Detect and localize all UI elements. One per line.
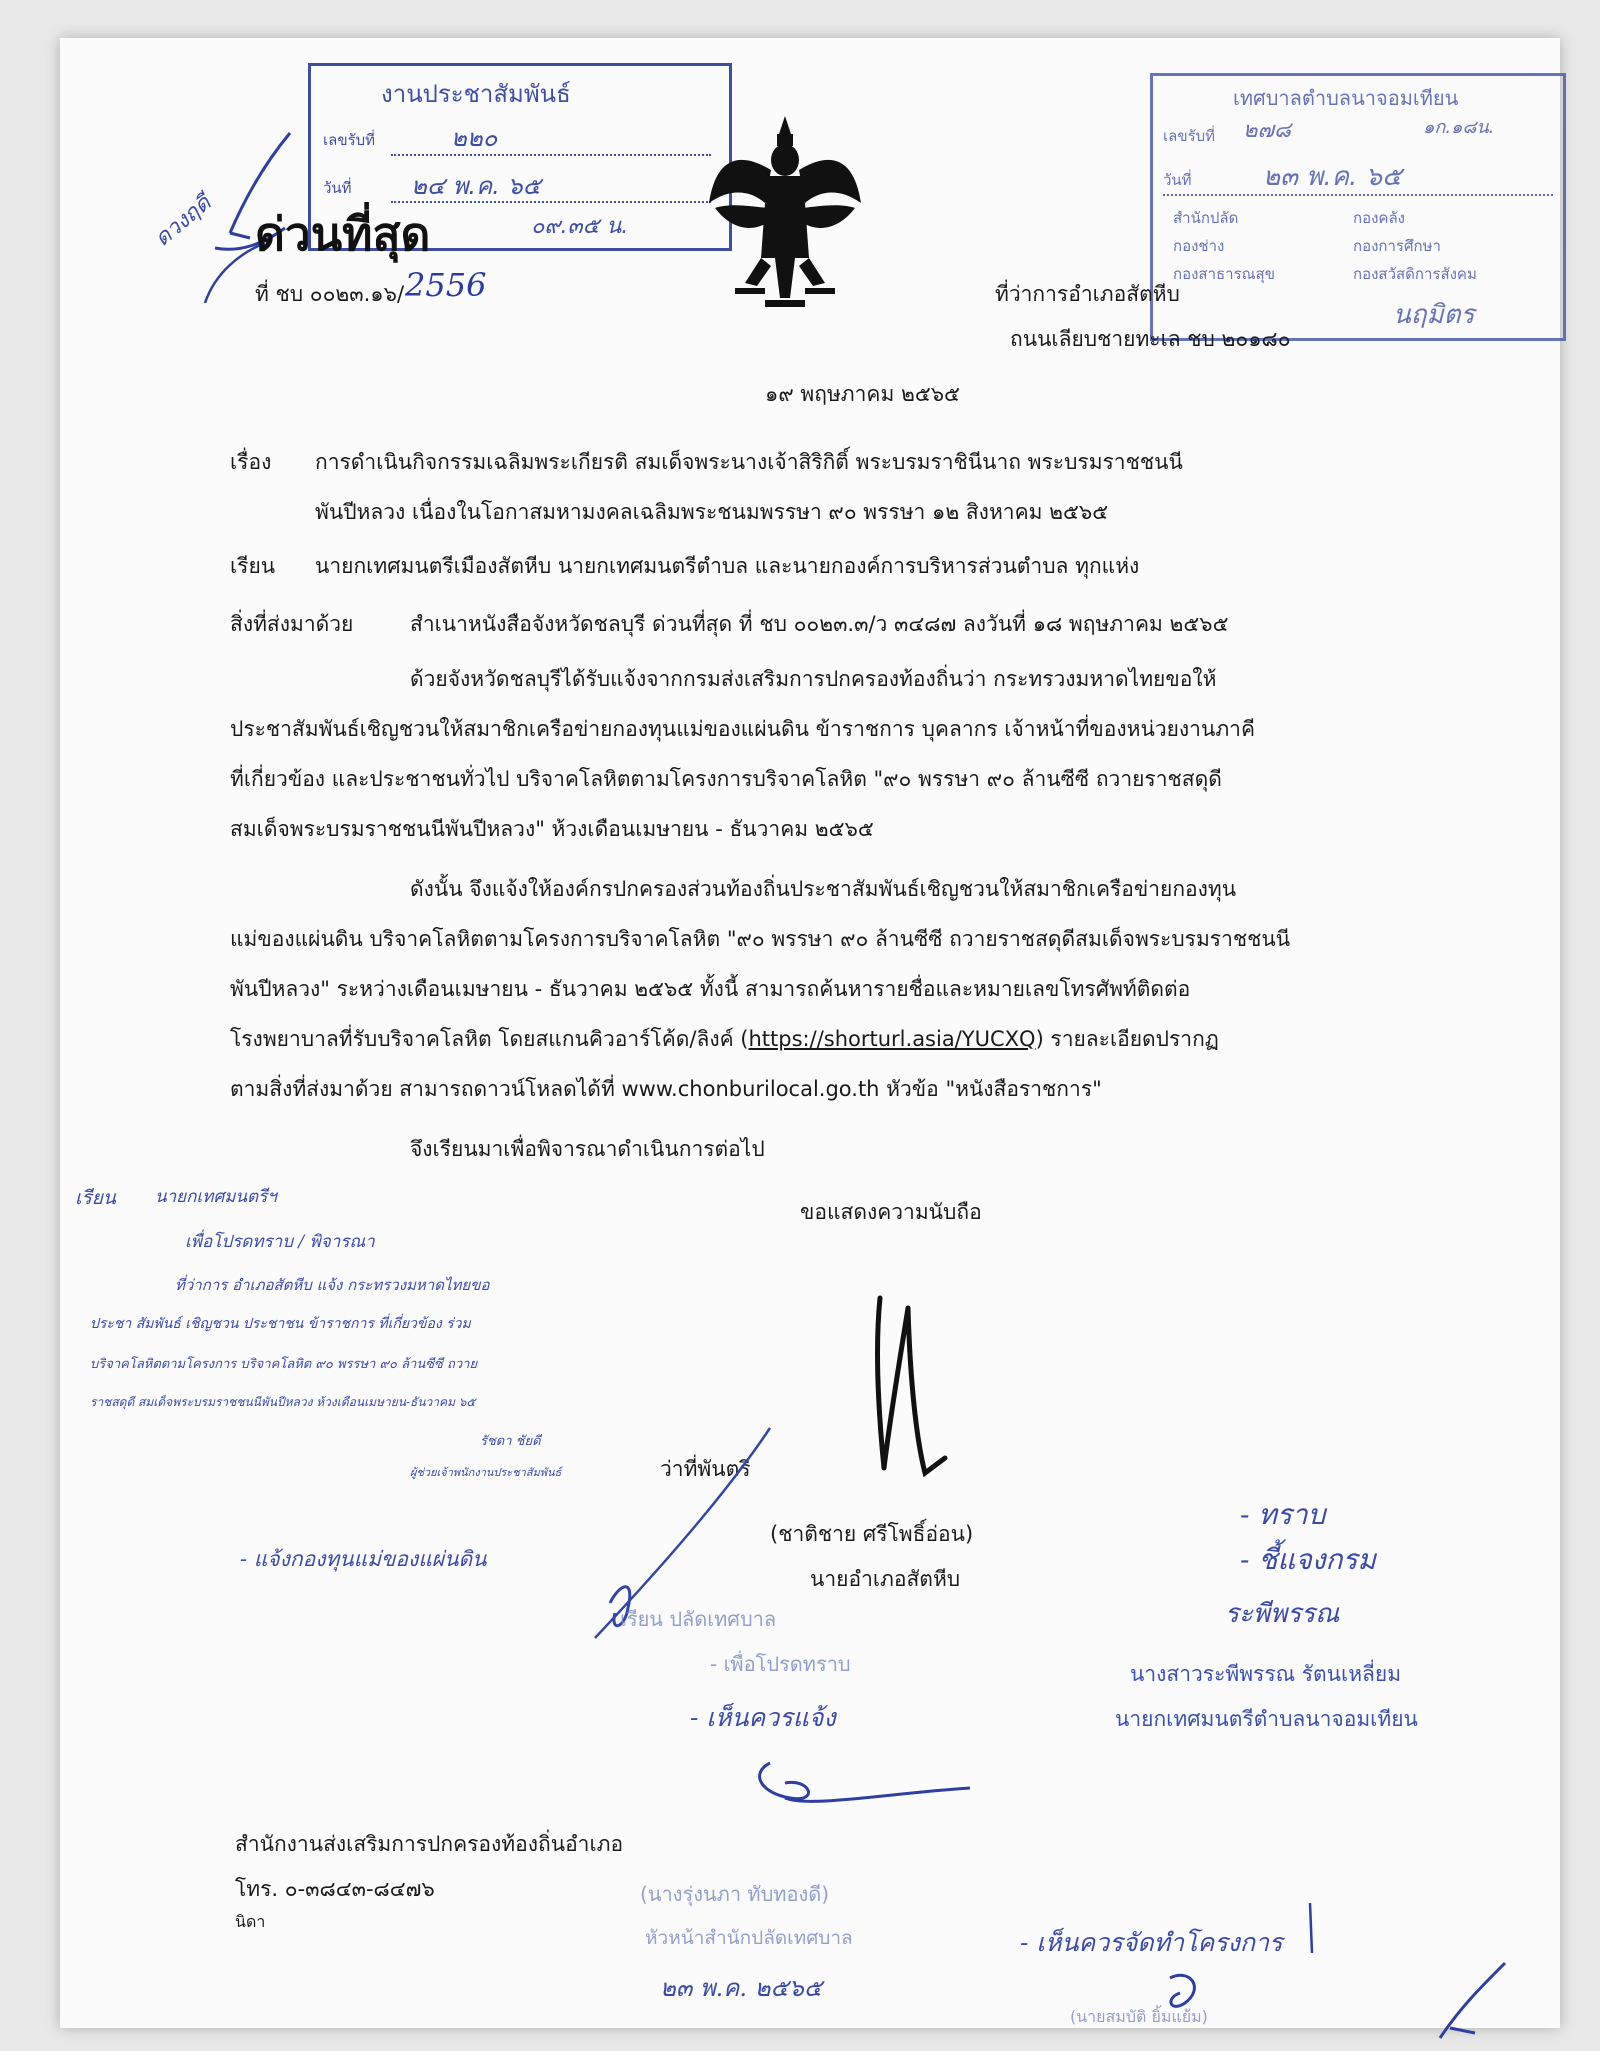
stamp-label-number: เลขรับที่ <box>323 131 376 149</box>
memo-line-6: ราชสดุดี สมเด็จพระบรมราชชนนีพันปีหลวง ห้วงเดือนเมษายน-ธันวาคม ๖๕ <box>90 1395 476 1409</box>
salutation-text: นายกเทศมนตรีเมืองสัตหีบ นายกเทศมนตรีตำบล และนายกองค์การบริหารส่วนตำบล ทุกแห่ง <box>315 554 1140 578</box>
stamp-dotted-line <box>1163 194 1553 196</box>
memo-signature: รัชดา ชัยดี <box>480 1434 541 1449</box>
stamp-item: กองช่าง <box>1173 237 1225 255</box>
garuda-emblem-icon <box>705 108 865 313</box>
memo-note: - แจ้งกองทุนแม่ของแผ่นดิน <box>240 1547 487 1571</box>
footer-phone: โทร. ๐-๓๘๔๓-๘๔๗๖ <box>235 1877 435 1901</box>
stamp-dotted-line <box>391 154 711 156</box>
stamp-value-number: ๒๒๐ <box>451 124 498 152</box>
memo-line-1: นายกเทศมนตรีฯ <box>155 1187 277 1207</box>
subject-line-1: การดำเนินกิจกรรมเฉลิมพระเกียรติ สมเด็จพระนางเจ้าสิริกิติ์ พระบรมราชินีนาถ พระบรมราชชนนี <box>315 450 1183 474</box>
paragraph-2-line-1: ดังนั้น จึงแจ้งให้องค์กรปกครองส่วนท้องถิ่นประชาสัมพันธ์เชิญชวนให้สมาชิกเครือข่ายกองทุน <box>410 877 1237 901</box>
stamp-title: งานประชาสัมพันธ์ <box>381 80 571 108</box>
faded-signer-title: หัวหน้าสำนักปลัดเทศบาล <box>645 1927 853 1949</box>
memo-label: เรียน <box>75 1187 116 1209</box>
paragraph-2-line-4-end: ) รายละเอียดปรากฏ <box>1035 1027 1219 1051</box>
urgency-label: ด่วนที่สุด <box>255 207 431 261</box>
signer-name: (ชาติชาย ศรีโพธิ์อ่อน) <box>770 1522 974 1546</box>
stamp-value-number: ๒๗๘ <box>1243 118 1292 143</box>
memo-line-2: เพื่อโปรดทราบ / พิจารณา <box>185 1232 375 1252</box>
stamp-label-date: วันที่ <box>1163 171 1192 189</box>
paragraph-2-line-3: พันปีหลวง" ระหว่างเดือนเมษายน - ธันวาคม ๒๕๖๕ ทั้งนี้ สามารถค้นหารายชื่อและหมายเลขโทรศัพท์ติดต่อ <box>230 977 1191 1001</box>
memo-line-5: บริจาคโลหิตตามโครงการ บริจาคโลหิต ๙๐ พรรษา ๙๐ ล้านซีซี ถวาย <box>90 1357 478 1372</box>
memo-signer-title: ผู้ช่วยเจ้าพนักงานประชาสัมพันธ์ <box>410 1466 562 1479</box>
subject-line-2: พันปีหลวง เนื่องในโอกาสมหามงคลเฉลิมพระชนมพรรษา ๙๐ พรรษา ๑๒ สิงหาคม ๒๕๖๕ <box>315 500 1109 524</box>
stamp-value-time: ๑ก.๑๘น. <box>1423 117 1495 138</box>
paragraph-1-line-3: ที่เกี่ยวข้อง และประชาชนทั่วไป บริจาคโลหิตตามโครงการบริจาคโลหิต "๙๐ พรรษา ๙๐ ล้านซีซี ถวายราชสดุดี <box>230 767 1222 791</box>
paragraph-2-line-4-text: โรงพยาบาลที่รับบริจาคโลหิต โดยสแกนคิวอาร์โค้ด/ลิงค์ ( <box>230 1027 749 1051</box>
faded-stamp-line-1: เรียน ปลัดเทศบาล <box>620 1607 777 1631</box>
issuer-address: ถนนเลียบชายทะเล ชบ ๒๐๑๘๐ <box>1010 327 1291 351</box>
memo-line-4: ประชา สัมพันธ์ เชิญชวน ประชาชน ข้าราชการ ที่เกี่ยวข้อง ร่วม <box>90 1316 471 1332</box>
salutation-label: เรียน <box>230 554 276 578</box>
stamp-value-date: ๒๔ พ.ค. ๖๕ <box>411 172 541 200</box>
paragraph-1-line-1: ด้วยจังหวัดชลบุรีได้รับแจ้งจากกรมส่งเสริมการปกครองท้องถิ่นว่า กระทรวงมหาดไทยขอให้ <box>410 667 1217 691</box>
footer-initial: นิดา <box>235 1912 266 1931</box>
right-note-signature: ระพีพรรณ <box>1225 1599 1340 1629</box>
document-number-handwritten: 2556 <box>405 266 487 304</box>
paragraph-1-line-2: ประชาสัมพันธ์เชิญชวนให้สมาชิกเครือข่ายกองทุนแม่ของแผ่นดิน ข้าราชการ บุคลากร เจ้าหน้าที่ของหน่วยงานภาคี <box>230 717 1256 741</box>
mayor-title: นายกเทศมนตรีตำบลนาจอมเทียน <box>1115 1707 1418 1731</box>
closing-paragraph: จึงเรียนมาเพื่อพิจารณาดำเนินการต่อไป <box>410 1137 765 1161</box>
faded-signer-name: (นางรุ่งนภา ทับทองดี) <box>640 1882 830 1906</box>
document-date: ๑๙ พฤษภาคม ๒๕๖๕ <box>765 382 960 406</box>
received-stamp-municipality <box>1150 73 1566 341</box>
signer-title: นายอำเภอสัตหีบ <box>810 1567 961 1591</box>
memo-line-3: ที่ว่าการ อำเภอสัตหีบ แจ้ง กระทรวงมหาดไทยขอ <box>175 1276 490 1294</box>
stamp-item: กองสวัสดิการสังคม <box>1353 265 1477 283</box>
regards-text: ขอแสดงความนับถือ <box>800 1200 982 1224</box>
document-page <box>60 38 1560 2028</box>
stamp-value-time: ๐๙.๓๕ น. <box>531 214 629 239</box>
paragraph-2-line-4 <box>230 1023 1219 1056</box>
enclosure-text: สำเนาหนังสือจังหวัดชลบุรี ด่วนที่สุด ที่ ชบ ๐๐๒๓.๓/ว ๓๔๘๗ ลงวันที่ ๑๘ พฤษภาคม ๒๕๖๕ <box>410 612 1229 636</box>
stamp-title: เทศบาลตำบลนาจอมเทียน <box>1233 86 1459 110</box>
stamp-label-number: เลขรับที่ <box>1163 127 1216 145</box>
paragraph-1-line-4: สมเด็จพระบรมราชชนนีพันปีหลวง" ห้วงเดือนเมษายน - ธันวาคม ๒๕๖๕ <box>230 817 874 841</box>
right-bottom-hand-note: - เห็นควรจัดทำโครงการ <box>1020 1928 1283 1957</box>
center-hand-note: - เห็นควรแจ้ง <box>690 1703 836 1732</box>
center-signature <box>730 1733 990 1833</box>
subject-label: เรื่อง <box>230 450 272 474</box>
enclosure-label: สิ่งที่ส่งมาด้วย <box>230 612 354 636</box>
stamp-item: กองคลัง <box>1353 209 1405 227</box>
document-number: ที่ ชบ ๐๐๒๓.๑๖/ <box>255 282 405 306</box>
stamp-label-date: วันที่ <box>323 179 352 197</box>
right-note-2: - ชี้แจงกรม <box>1240 1543 1376 1576</box>
stamp-item: กองการศึกษา <box>1353 237 1441 255</box>
paragraph-2-line-2: แม่ของแผ่นดิน บริจาคโลหิตตามโครงการบริจาคโลหิต "๙๐ พรรษา ๙๐ ล้านซีซี ถวายราชสดุดีสมเด็จพระบรมราชชนนี <box>230 927 1291 951</box>
stamp-signature: นฤมิตร <box>1393 300 1475 330</box>
faded-bottom-name: (นายสมบัติ ยิ้มแย้ม) <box>1070 2007 1208 2026</box>
memo-printed-rank: ว่าที่พันตรี <box>660 1457 751 1481</box>
shorturl-link[interactable]: https://shorturl.asia/YUCXQ <box>748 1027 1036 1051</box>
paragraph-2-line-5: ตามสิ่งที่ส่งมาด้วย สามารถดาวน์โหลดได้ที่ www.chonburilocal.go.th หัวข้อ "หนังสือราชการ" <box>230 1077 1102 1101</box>
issuer-office: ที่ว่าการอำเภอสัตหีบ <box>995 282 1180 306</box>
mayor-name: นางสาวระพีพรรณ รัตนเหลี่ยม <box>1130 1662 1402 1686</box>
right-note-1: - ทราบ <box>1240 1498 1326 1531</box>
district-chief-signature <box>850 1268 970 1488</box>
center-hand-date: ๒๓ พ.ค. ๒๕๖๕ <box>660 1974 822 2002</box>
stamp-item: สำนักปลัด <box>1173 209 1239 227</box>
footer-office: สำนักงานส่งเสริมการปกครองท้องถิ่นอำเภอ <box>235 1832 624 1856</box>
stamp-value-date: ๒๓ พ.ค. ๖๕ <box>1263 162 1402 192</box>
stamp-item: กองสาธารณสุข <box>1173 265 1275 283</box>
marginalia-initials: ดวงฤดี <box>150 190 217 252</box>
faded-stamp-line-2: - เพื่อโปรดทราบ <box>710 1652 851 1676</box>
